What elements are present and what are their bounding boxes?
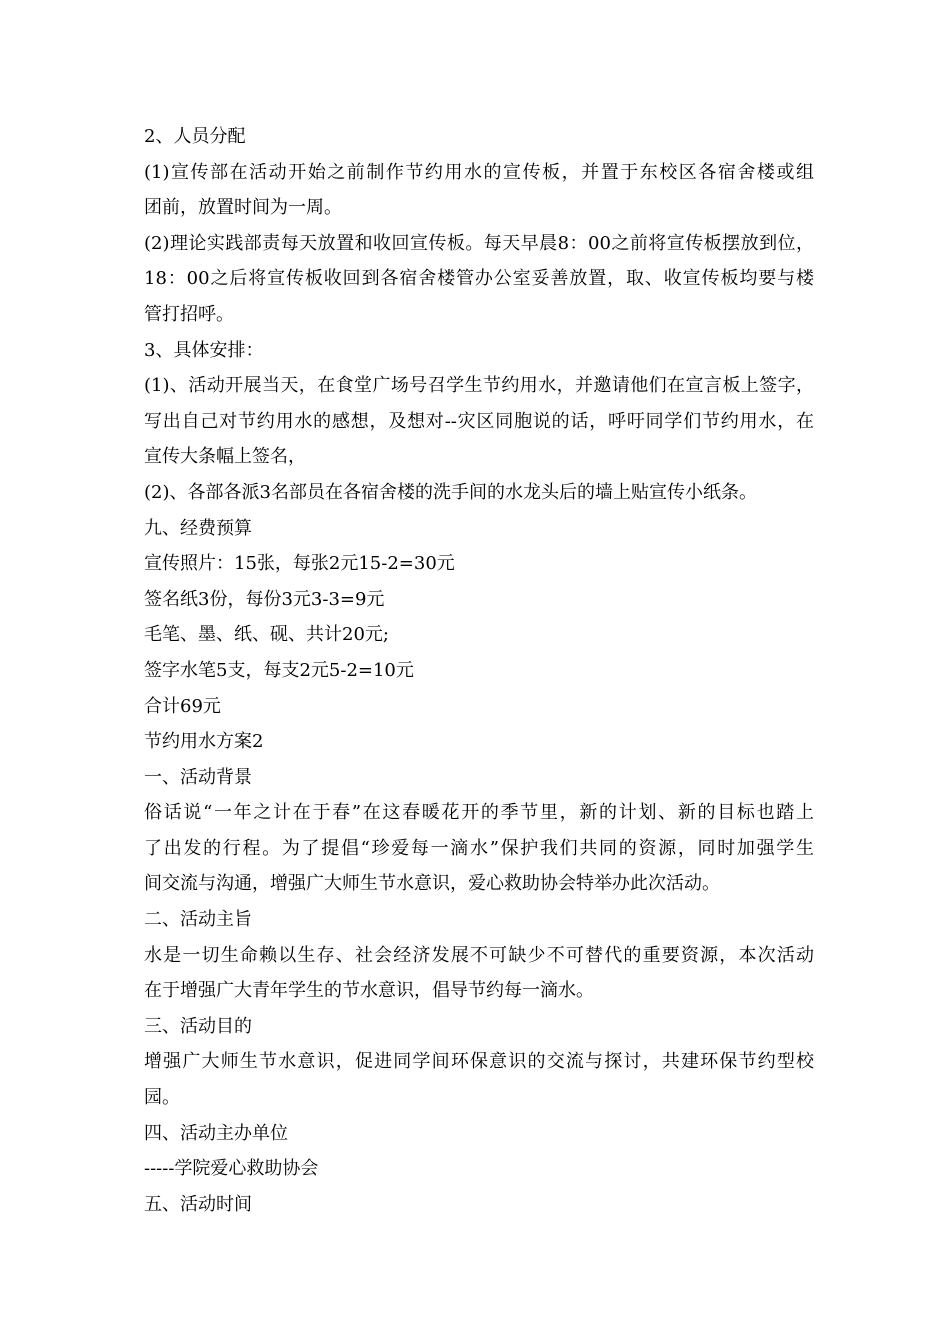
budget-total: 合计69元 xyxy=(144,695,221,717)
paragraph-line: 了出发的行程。为了提倡“珍爱每一滴水”保护我们共同的资源，同时加强学生 xyxy=(144,837,814,859)
heading-purpose: 二、活动主旨 xyxy=(144,909,252,931)
paragraph-line: 写出自己对节约用水的感想，及想对--灾区同胞说的话，呼吁同学们节约用水，在 xyxy=(144,410,814,432)
paragraph-line: 团前，放置时间为一周。 xyxy=(144,197,342,219)
paragraph-line: 水是一切生命赖以生存、社会经济发展不可缺少不可替代的重要资源，本次活动 xyxy=(144,944,814,966)
paragraph-line: 增强广大师生节水意识，促进同学间环保意识的交流与探讨，共建环保节约型校 xyxy=(144,1051,814,1073)
heading-time: 五、活动时间 xyxy=(144,1193,252,1215)
organizer-name: -----学院爱心救助协会 xyxy=(144,1158,319,1180)
paragraph-line: 间交流与沟通，增强广大师生节水意识，爱心救助协会特举办此次活动。 xyxy=(144,873,720,895)
budget-item: 毛笔、墨、纸、砚、共计20元; xyxy=(144,624,389,646)
heading-staffing: 2、人员分配 xyxy=(144,126,246,147)
heading-background: 一、活动背景 xyxy=(144,766,252,788)
document-body xyxy=(144,119,814,1222)
paragraph-line: (1)、活动开展当天，在食堂广场号召学生节约用水，并邀请他们在宣言板上签字， xyxy=(144,375,814,397)
heading-arrangement: 3、具体安排： xyxy=(144,339,264,361)
heading-goal: 三、活动目的 xyxy=(144,1015,252,1037)
paragraph-line: 18：00之后将宣传板收回到各宿舍楼管办公室妥善放置，取、收宣传板均要与楼 xyxy=(144,268,814,290)
heading-budget: 九、经费预算 xyxy=(144,517,252,539)
paragraph-line: 管打招呼。 xyxy=(144,303,234,325)
paragraph-line: (1)宣传部在活动开始之前制作节约用水的宣传板，并置于东校区各宿舍楼或组 xyxy=(144,161,814,183)
heading-organizer: 四、活动主办单位 xyxy=(144,1122,288,1144)
budget-item: 宣传照片：15张，每张2元15-2=30元 xyxy=(144,553,455,575)
paragraph-line: 园。 xyxy=(144,1087,180,1109)
paragraph-line: (2)理论实践部责每天放置和收回宣传板。每天早晨8：00之前将宣传板摆放到位， xyxy=(144,232,814,254)
paragraph-line: (2)、各部各派3名部员在各宿舍楼的洗手间的水龙头后的墙上贴宣传小纸条。 xyxy=(144,481,757,503)
budget-item: 签名纸3份，每份3元3-3=9元 xyxy=(144,588,385,610)
paragraph-line: 俗话说“一年之计在于春”在这春暖花开的季节里，新的计划、新的目标也踏上 xyxy=(144,802,814,824)
plan-title: 节约用水方案2 xyxy=(144,731,264,753)
budget-item: 签字水笔5支，每支2元5-2=10元 xyxy=(144,659,414,681)
paragraph-line: 宣传大条幅上签名， xyxy=(144,446,306,468)
paragraph-line: 在于增强广大青年学生的节水意识，倡导节约每一滴水。 xyxy=(144,980,594,1002)
